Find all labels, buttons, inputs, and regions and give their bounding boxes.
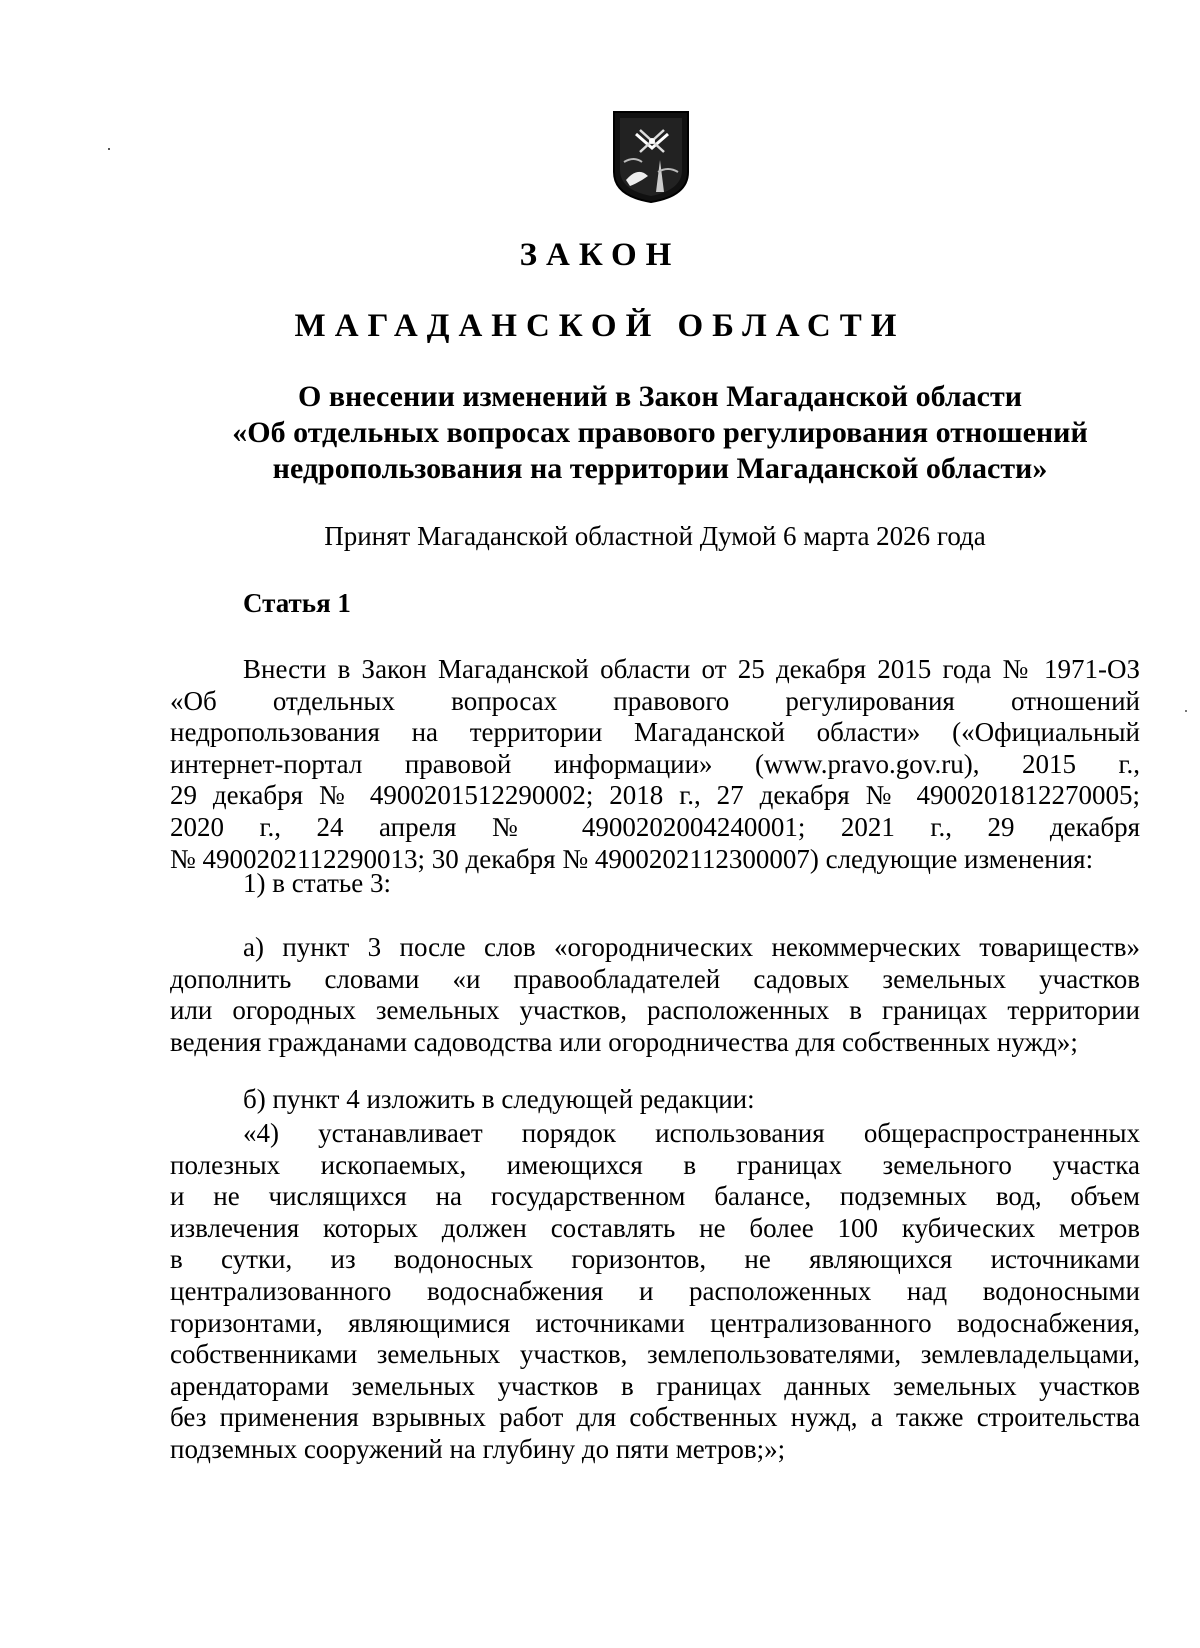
- law-title-line: О внесении изменений в Закон Магаданской области: [298, 380, 1022, 413]
- paragraph-line: Внести в Закон Магаданской области от 25 декабря 2015 года № 1971-ОЗ: [243, 654, 1140, 684]
- law-title-line: «Об отдельных вопросах правового регулирования отношений: [232, 416, 1088, 449]
- paragraph-line: дополнить словами «и правообладателей садовых земельных участков: [170, 963, 1140, 994]
- paragraph-line: без применения взрывных работ для собственных нужд, а также строительства: [170, 1402, 1140, 1433]
- quoted-paragraph-4: [170, 1118, 1140, 1466]
- paragraph-line: «4) устанавливает порядок использования общераспространенных: [243, 1118, 1140, 1148]
- coat-of-arms-icon: [612, 110, 690, 204]
- scan-speck: [108, 148, 110, 150]
- law-title: [170, 379, 1150, 487]
- paragraph-line: интернет-портал правовой информации» (www.pravo.gov.ru), 2015 г.,: [170, 748, 1140, 779]
- paragraph-line: недропользования на территории Магаданской области» («Официальный: [170, 717, 1140, 748]
- paragraph-line: а) пункт 3 после слов «огороднических некоммерческих товариществ»: [243, 932, 1140, 962]
- paragraph-line: арендаторами земельных участков в границах данных земельных участков: [170, 1370, 1140, 1401]
- list-item-a-paragraph: [170, 932, 1140, 1058]
- article-intro-paragraph: [170, 654, 1140, 875]
- paragraph-line: № 4900202112290013; 30 декабря № 4900202112300007) следующие изменения:: [170, 843, 1094, 874]
- paragraph-line: и не числящихся на государственном балансе, подземных вод, объем: [170, 1181, 1140, 1212]
- law-title-line: недропользования на территории Магаданской области»: [272, 452, 1048, 485]
- region-heading: МАГАДАНСКОЙ ОБЛАСТИ: [294, 308, 906, 344]
- paragraph-line: в сутки, из водоносных горизонтов, не являющихся источниками: [170, 1244, 1140, 1275]
- list-item-b: б) пункт 4 изложить в следующей редакции:: [243, 1084, 755, 1114]
- paragraph-line: 2020 г., 24 апреля № 4900202004240001; 2021 г., 29 декабря: [170, 811, 1140, 842]
- article-heading: Статья 1: [243, 588, 351, 618]
- document-type-heading: ЗАКОН: [519, 237, 681, 273]
- paragraph-line: собственниками земельных участков, землепользователями, землевладельцами,: [170, 1339, 1140, 1370]
- list-item-1: 1) в статье 3:: [243, 868, 391, 898]
- paragraph-line: или огородных земельных участков, расположенных в границах территории: [170, 995, 1140, 1026]
- adoption-statement: Принят Магаданской областной Думой 6 марта 2026 года: [324, 521, 986, 551]
- paragraph-line: 29 декабря № 4900201512290002; 2018 г., 27 декабря № 4900201812270005;: [170, 780, 1140, 811]
- paragraph-line: извлечения которых должен составлять не более 100 кубических метров: [170, 1212, 1140, 1243]
- paragraph-line: горизонтами, являющимися источниками централизованного водоснабжения,: [170, 1307, 1140, 1338]
- paragraph-line: «Об отдельных вопросах правового регулирования отношений: [170, 685, 1140, 716]
- paragraph-line: полезных ископаемых, имеющихся в границах земельного участка: [170, 1149, 1140, 1180]
- paragraph-line: ведения гражданами садоводства или огородничества для собственных нужд»;: [170, 1026, 1078, 1057]
- scan-speck: [1185, 710, 1187, 712]
- paragraph-line: централизованного водоснабжения и расположенных над водоносными: [170, 1275, 1140, 1306]
- paragraph-line: подземных сооружений на глубину до пяти метров;»;: [170, 1433, 786, 1464]
